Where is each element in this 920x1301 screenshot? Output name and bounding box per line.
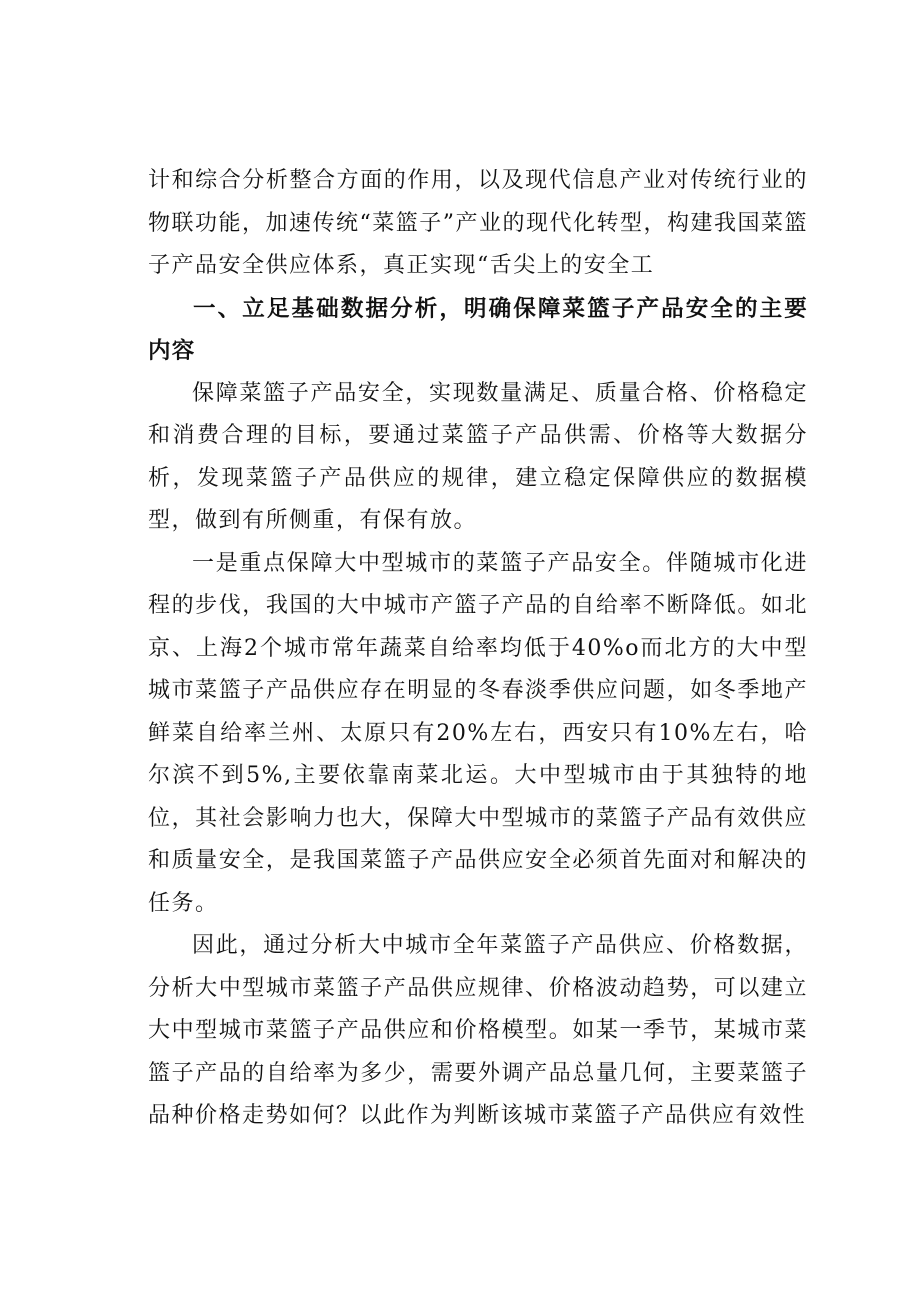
section-heading: 一、立足基础数据分析，明确保障菜篮子产品安全的主要内容 [148,295,808,364]
document-body [148,160,808,1138]
body-paragraph: 因此，通过分析大中城市全年菜篮子产品供应、价格数据，分析大中型城市菜篮子产品供应规律、价格波动趋势，可以建立大中型城市菜篮子产品供应和价格模型。如某一季节，某城市菜篮子产品的自给率为多少，需要外调产品总量几何，主要菜篮子品种价格走势如何？以此作为判断该城市菜篮子产品供应有效性 [148,933,808,1128]
body-paragraph: 计和综合分析整合方面的作用，以及现代信息产业对传统行业的物联功能，加速传统“菜篮子”产业的现代化转型，构建我国菜篮子产品安全供应体系，真正实现“舌尖上的安全工 [148,168,808,278]
body-paragraph: 保障菜篮子产品安全，实现数量满足、质量合格、价格稳定和消费合理的目标，要通过菜篮子产品供需、价格等大数据分析，发现菜篮子产品供应的规律，建立稳定保障供应的数据模型，做到有所侧重，有保有放。 [148,380,808,533]
body-paragraph: 一是重点保障大中型城市的菜篮子产品安全。伴随城市化进程的步伐，我国的大中城市产篮子产品的自给率不断降低。如北京、上海2个城市常年蔬菜自给率均低于40%o而北方的大中型城市菜篮子产品供应存在明显的冬春淡季供应问题，如冬季地产鲜菜自给率兰州、太原只有20%左右，西安只有10%左右，哈尔滨不到5%,主要依靠南菜北运。大中型城市由于其独特的地位，其社会影响力也大，保障大中型城市的菜篮子产品有效供应和质量安全，是我国菜篮子产品供应安全必须首先面对和解决的任务。 [148,550,808,916]
